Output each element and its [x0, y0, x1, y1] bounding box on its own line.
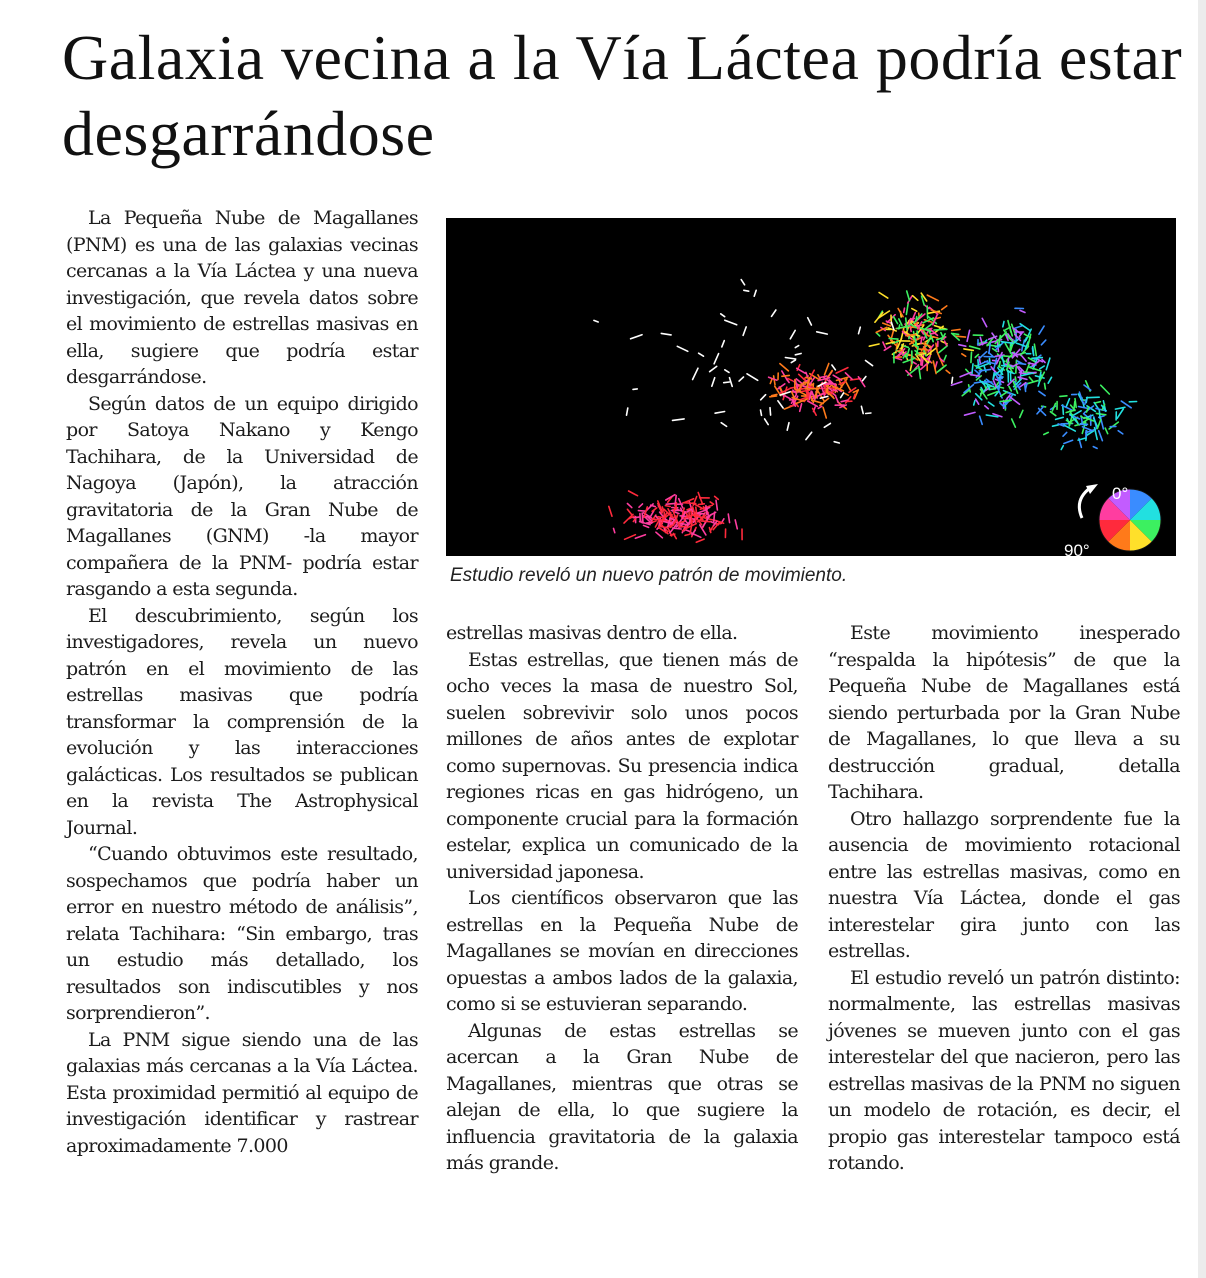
star-vector	[1032, 358, 1042, 359]
paragraph: La PNM sigue siendo una de las galaxias más cercanas a la Vía Láctea. Esta proximidad permitió al equipo de investigación identificar y rastrear aproximadamente 7.000	[66, 1028, 418, 1157]
paragraph: Otro hallazgo sorprendente fue la ausencia de movimiento rotacional entre las estrellas masivas, como en nuestra Vía Láctea, donde el gas interestelar gira junto con las estrellas.	[828, 807, 1180, 962]
star-vector	[807, 381, 808, 389]
star-vector	[866, 413, 871, 414]
paragraph: Algunas de estas estrellas se acercan a la Gran Nube de Magallanes, mientras que otras se alejan de ella, lo que sugiere la influencia gravitatoria de la galaxia más grande.	[446, 1019, 798, 1174]
paragraph: El estudio reveló un patrón distinto: normalmente, las estrellas masivas jóvenes se mueven junto con el gas interestelar del que nacieron, pero las estrellas masivas de la PNM no siguen un modelo de rotación, es decir, el propio gas interestelar tampoco está rotando.	[828, 966, 1180, 1174]
star-vector	[701, 521, 710, 522]
text-column-1	[66, 205, 418, 1159]
star-vector	[1045, 383, 1046, 389]
text-column-2	[446, 620, 798, 1177]
star-vector	[1085, 400, 1086, 404]
star-vector	[685, 534, 689, 535]
star-vector	[1099, 410, 1100, 419]
star-vector	[978, 360, 979, 366]
paragraph: Los científicos observaron que las estrellas en la Pequeña Nube de Magallanes se movían en direcciones opuestas a ambos lados de la galaxia, como si se estuvieran separando.	[446, 887, 798, 1015]
star-vector	[642, 516, 643, 523]
paragraph: La Pequeña Nube de Magallanes (PNM) es una de las galaxias vecinas cercanas a la Vía Láctea y una nueva investigación, que revela datos sobre el movimiento de estrellas masivas en ella, sugiere que podría estar desgarrándose.	[66, 207, 418, 388]
star-vector	[971, 352, 972, 362]
star-vector	[782, 375, 789, 376]
star-motion-map	[446, 218, 1176, 556]
star-vector	[809, 378, 810, 384]
star-vector	[934, 329, 947, 330]
star-vector	[679, 526, 686, 527]
star-vector	[1016, 360, 1017, 373]
star-vector	[633, 517, 639, 518]
star-vector	[724, 382, 730, 383]
paragraph: Este movimiento inesperado “respalda la hipótesis” de que la Pequeña Nube de Magallanes está siendo perturbada por la Gran Nube de Magallanes, lo que lleva a su destrucción gradual, detalla Tachihara.	[828, 622, 1180, 803]
star-vector	[666, 503, 675, 504]
star-vector	[1007, 393, 1011, 394]
paragraph: El descubrimiento, según los investigadores, revela un nuevo patrón en el movimiento de las estrellas masivas que podría transformar la comprensión de la evolución y las interacciones galácticas. Los resultados se publican en la revista The Astrophysical Journal.	[66, 604, 418, 839]
star-vector	[920, 353, 926, 354]
star-vector	[898, 351, 902, 352]
star-vector	[952, 329, 960, 330]
text-column-3	[828, 620, 1180, 1177]
star-vector	[663, 517, 664, 521]
star-vector	[645, 516, 650, 517]
figure-caption: Estudio reveló un nuevo patrón de movimiento.	[450, 565, 848, 586]
galaxy-figure	[446, 218, 1176, 556]
star-vector	[761, 410, 762, 415]
star-vector	[633, 389, 637, 390]
star-vector	[665, 506, 670, 507]
star-vector	[990, 359, 991, 365]
star-vector	[999, 362, 1000, 367]
star-vector	[683, 503, 696, 504]
star-vector	[1060, 396, 1067, 397]
star-vector	[770, 396, 777, 397]
star-vector	[638, 511, 646, 512]
paragraph: estrellas masivas dentro de ella.	[446, 622, 738, 644]
paragraph: Estas estrellas, que tienen más de ocho veces la masa de nuestro Sol, suelen sobrevivir solo unos pocos millones de años antes de explotar como supernovas. Su presencia indica regiones ricas en gas hidrógeno, un componente crucial para la formación estelar, explica un comunicado de la universidad japonesa.	[446, 648, 798, 883]
star-vector	[1018, 363, 1025, 364]
star-vector	[1004, 356, 1013, 357]
star-vector	[1022, 346, 1023, 351]
star-vector	[770, 408, 771, 415]
star-vector	[921, 337, 922, 343]
star-vector	[1087, 397, 1100, 398]
star-vector	[904, 308, 905, 312]
star-vector	[889, 339, 898, 340]
star-vector	[1028, 363, 1033, 364]
paragraph: Según datos de un equipo dirigido por Satoya Nakano y Kengo Tachihara, de la Universidad de Nagoya (Japón), la atracción gravitatoria de la Gran Nube de Magallanes (GNM) -la mayor compañera de la PNM- podría estar rasgando a esta segunda.	[66, 392, 418, 600]
star-vector	[714, 512, 715, 521]
angle-label-0: 0°	[1112, 484, 1129, 503]
star-vector	[1015, 377, 1016, 381]
page-edge	[1198, 0, 1206, 1278]
paragraph: “Cuando obtuvimos este resultado, sospechamos que podría haber un error en nuestro método de análisis”, relata Tachihara: “Sin embargo, tras un estudio más detallado, los resultados son indiscutibles y nos sorprendieron”.	[66, 843, 418, 1024]
article-headline: Galaxia vecina a la Vía Láctea podría estar desgarrándose	[62, 22, 1183, 169]
star-vector	[952, 377, 953, 383]
star-vector	[744, 290, 749, 291]
star-vector	[906, 335, 915, 336]
star-vector	[1074, 402, 1075, 409]
angle-label-90: 90°	[1064, 541, 1090, 556]
star-motion-image	[446, 218, 1176, 556]
star-vector	[699, 504, 705, 505]
star-vector	[1033, 347, 1034, 356]
star-vector	[916, 340, 917, 346]
